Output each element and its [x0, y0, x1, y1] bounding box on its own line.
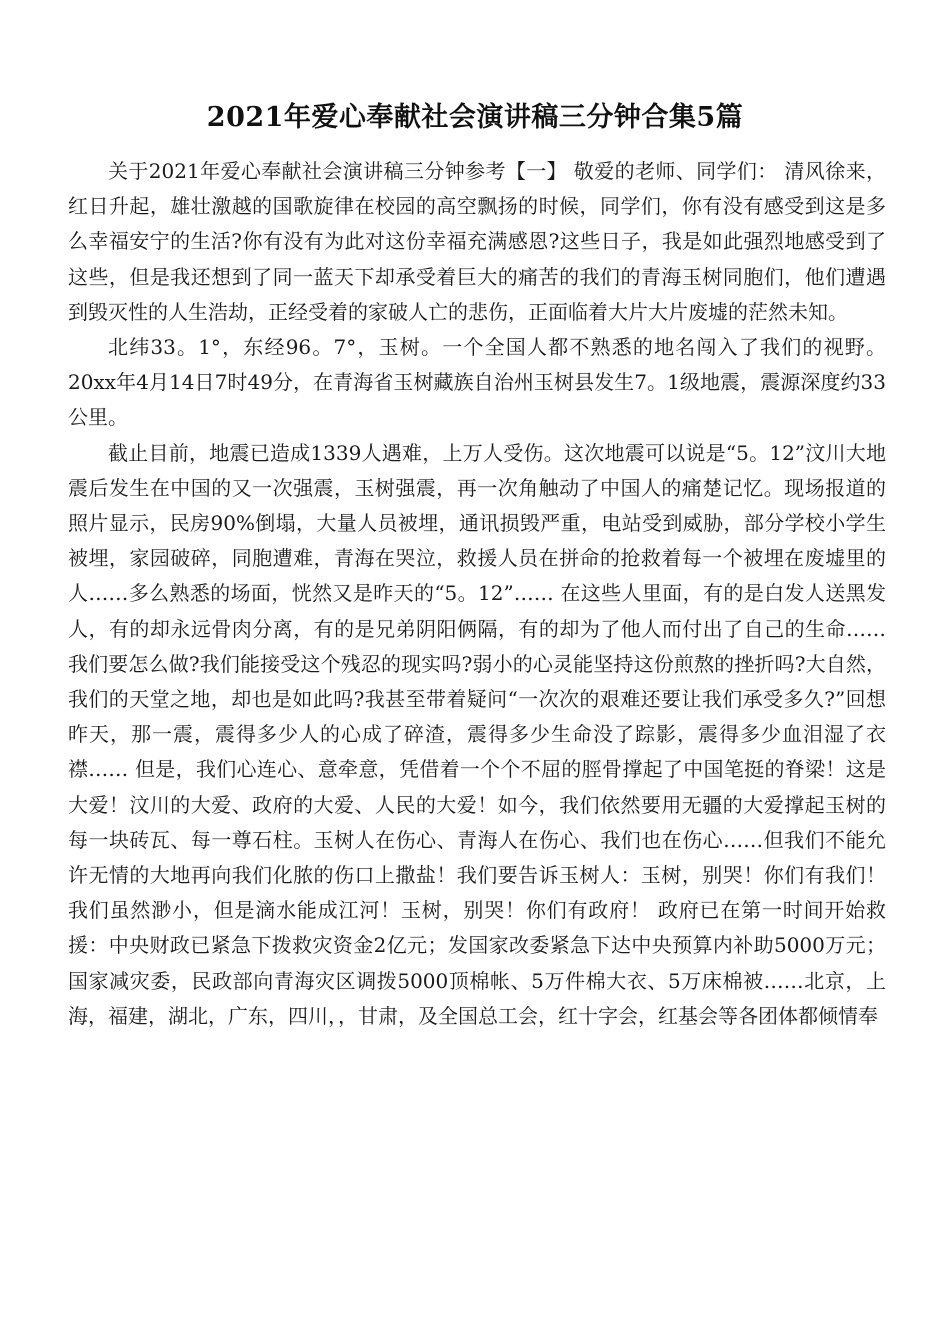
document-title: 2021年爱心奉献社会演讲稿三分钟合集5篇: [206, 102, 744, 133]
paragraph-1: 关于2021年爱心奉献社会演讲稿三分钟参考【一】 敬爱的老师、同学们： 清风徐来，红日升起，雄壮激越的国歌旋律在校园的高空飘扬的时候，同学们，你有没有感受到这是多么幸福安宁的生活?你有没有为此对这份幸福充满感恩?这些日子，我是如此强烈地感受到了这些，但是我还想到了同一蓝天下却承受着巨大的痛苦的我们的青海玉树同胞们，他们遭遇到毁灭性的人生浩劫，正经受着的家破人亡的悲伤，正面临着大片大片废墟的茫然未知。: [68, 159, 886, 324]
paragraph-3: 截止目前，地震已造成1339人遇难，上万人受伤。这次地震可以说是“5。12”汶川大地震后发生在中国的又一次强震，玉树强震，再一次角触动了中国人的痛楚记忆。现场报道的照片显示，民房90%倒塌，大量人员被埋，通讯损毁严重，电站受到威胁，部分学校小学生被埋，家园破碎，同胞遭难，青海在哭泣，救援人员在拼命的抢救着每一个被埋在废墟里的人……多么熟悉的场面，恍然又是昨天的“5。12”…… 在这些人里面，有的是白发人送黑发人，有的却永远骨肉分离，有的是兄弟阴阳俩隔，有的却为了他人而付出了自己的生命……我们要怎么做?我们能接受这个残忍的现实吗?弱小的心灵能坚持这份煎熬的挫折吗?大自然，我们的天堂之地，却也是如此吗?我甚至带着疑问“一次次的艰难还要让我们承受多久?”回想昨天，那一震，震得多少人的心成了碎渣，震得多少生命没了踪影，震得多少血泪湿了衣襟…… 但是，我们心连心、意牵意，凭借着一个个不屈的脛骨撑起了中国笔挺的脊梁！这是大爱！汶川的大爱、政府的大爱、人民的大爱！如今，我们依然要用无疆的大爱撑起玉树的每一块砖瓦、每一尊石柱。玉树人在伤心、青海人在伤心、我们也在伤心……但我们不能允许无情的大地再向我们化脓的伤口上撒盐！我们要告诉玉树人：玉树，别哭！你们有我们！我们虽然渺小，但是滴水能成江河！玉树，别哭！你们有政府！ 政府已在第一时间开始救援：中央财政已紧急下拨救灾资金2亿元；发国家改委紧急下达中央预算内补助5000万元；国家减灾委，民政部向青海灾区调拨5000顶棉帐、5万件棉大衣、5万床棉被……北京，上海，福建，湖北，广东，四川，，甘肃，及全国总工会，红十字会，红基会等各团体都倾情奉: [68, 440, 886, 1028]
document-body: [68, 154, 886, 1034]
paragraph-2: 北纬33。1°，东经96。7°，玉树。一个全国人都不熟悉的地名闯入了我们的视野。20xx年4月14日7时49分，在青海省玉树藏族自治州玉树县发生7。1级地震，震源深度约33公里。: [68, 335, 886, 430]
